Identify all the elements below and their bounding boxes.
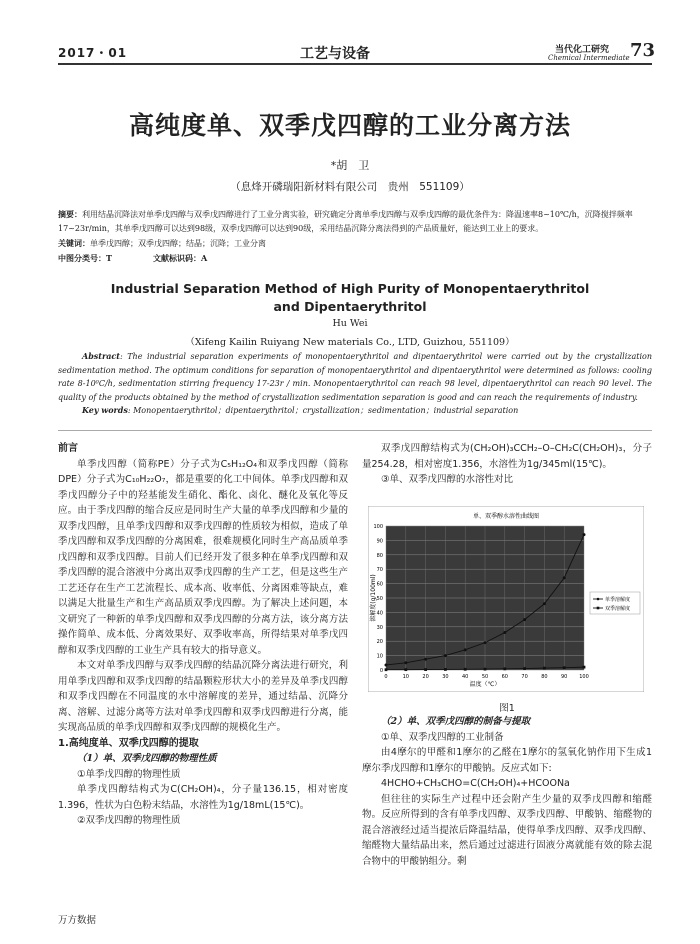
doc-value: A xyxy=(201,253,208,263)
figure-caption: 图1 xyxy=(499,703,515,714)
y-tick-label: 60 xyxy=(376,581,383,588)
item-2: ②双季戊四醇的物理性质 xyxy=(77,815,181,826)
x-tick-label: 10 xyxy=(402,674,409,680)
data-point xyxy=(503,631,506,634)
data-point xyxy=(444,668,447,671)
journal-name: 当代化工研究 xyxy=(555,45,610,55)
english-title-line1: Industrial Separation Method of High Purity of Monopentaerythritol xyxy=(110,281,590,296)
english-title xyxy=(0,280,700,316)
chart-legend xyxy=(590,592,640,614)
data-point xyxy=(464,648,467,651)
abstract-text: 利用结晶沉降法对单季戊四醇与双季戊四醇进行了工业分离实验，研究确定分离单季戊四醇与双季戊四醇的最优条件为：降温速率8~10℃/h，沉降搅拌频率17~23r/min，其单季戊四醇可以达到98级，双季戊四醇可以达到90级，采用结晶沉降分离法得到的产品质量好，能达到工业上的要求。 xyxy=(58,210,633,233)
english-affiliation: （Xifeng Kailin Ruiyang New materials Co., LTD, Guizhou, 551109） xyxy=(185,337,515,348)
item-1: ①单季戊四醇的物理性质 xyxy=(77,768,181,780)
section-1-1-heading: （1）单、双季戊四醇的物理性质 xyxy=(77,753,217,764)
doc-label: 文献标识码： xyxy=(153,253,202,263)
chart-title: 单、双季醇水溶性曲线图 xyxy=(472,513,540,520)
data-point xyxy=(385,668,388,671)
data-point xyxy=(543,602,546,605)
paragraph-byproducts: 但往往的实际生产过程中还会附产生少量的双季戊四醇和缩醛物。反应所得到的含有单季戊四醇、双季戊四醇、甲酸钠、缩醛物的混合溶液经过适当提浓后降温结晶，使得单季戊四醇、双季戊四醇、缩醛物大量结晶出来，然后通过过滤进行固液分离就能有效的除去混合物中的甲酸钠组分。剩 xyxy=(362,793,652,867)
y-axis-label: 溶解度(g/100ml) xyxy=(370,574,377,622)
x-tick-label: 50 xyxy=(481,674,489,680)
y-tick-label: 80 xyxy=(376,552,383,559)
affiliation: （息烽开磷瑞阳新材料有限公司 贵州 551109） xyxy=(230,181,470,193)
legend-marker xyxy=(597,598,600,601)
data-point xyxy=(404,661,407,664)
data-point xyxy=(503,667,506,670)
english-abstract-label: Abstract xyxy=(82,351,120,361)
item-3: ③单、双季戊四醇的水溶性对比 xyxy=(381,474,514,485)
y-tick-label: 90 xyxy=(376,538,383,545)
y-tick-label: 70 xyxy=(376,567,383,574)
solubility-chart xyxy=(368,506,644,692)
y-tick-label: 50 xyxy=(376,596,383,602)
intro-heading: 前言 xyxy=(58,443,78,454)
x-tick-label: 100 xyxy=(579,674,589,680)
legend-label: 单季溶解度 xyxy=(605,597,631,603)
english-abstract-text: The industrial separation experiments of monopentaerythritol and dipentaerythritol were carried out by the crystallization sedimentation method. The optimum conditions for separation of monopentaerythritol and dipentaerythritol were determined as follows: cooling rate 8-10⁰C/h, sedimentation stirring frequency 17-23r / min. Monopentaerythritol can reach 98 level, dipentaerythritol can reach 90 level. The quality of the products obtained by the method of crystallization sedimentation separation is good and can reach the requirements of industry. xyxy=(58,352,652,402)
data-point xyxy=(583,533,586,536)
x-tick-label: 70 xyxy=(521,674,528,680)
x-tick-label: 80 xyxy=(541,674,548,680)
data-point xyxy=(424,668,427,671)
section-1-heading: 1.高纯度单、双季戊四醇的提取 xyxy=(58,737,199,749)
english-keywords-label: Key words xyxy=(82,405,128,415)
class-label: 中图分类号： xyxy=(58,253,106,263)
english-author: Hu Wei xyxy=(332,318,368,329)
data-point xyxy=(464,668,467,671)
data-point xyxy=(444,654,447,657)
x-tick-label: 0 xyxy=(384,674,388,680)
page-number: 73 xyxy=(630,40,656,61)
y-tick-label: 10 xyxy=(376,653,383,660)
data-point xyxy=(583,666,586,669)
data-point xyxy=(543,667,546,670)
x-tick-label: 60 xyxy=(501,674,508,680)
footer-source: 万方数据 xyxy=(58,915,97,926)
english-keywords: Monopentaerythritol；dipentaerythritol；crystallization；sedimentation；industrial separation xyxy=(133,406,519,415)
english-title-line2: and Dipentaerythritol xyxy=(273,299,427,314)
paragraph-pe-properties: 单季戊四醇结构式为C(CH₂OH)₄，分子量136.15，相对密度1.396，性状为白色粉末结晶，水溶性为1g/18mL(15℃)。 xyxy=(58,784,348,811)
section-divider xyxy=(58,430,652,431)
right-column-top xyxy=(362,441,652,488)
issue-number: 2017・01 xyxy=(58,46,128,60)
x-tick-label: 40 xyxy=(462,674,469,680)
left-column xyxy=(58,441,348,829)
x-tick-label: 90 xyxy=(561,674,568,680)
legend-label: 双季溶解度 xyxy=(605,606,631,612)
data-point xyxy=(385,663,388,666)
intro-paragraph-1: 单季戊四醇（简称PE）分子式为C₅H₁₂O₄和双季戊四醇（简称DPE）分子式为C₁₀H₂₂O₇，都是重要的化工中间体。单季戊四醇和双季戊四醇分子中的羟基能发生硝化、酯化、卤化、醚化及氧化等反应。由于季戊四醇的缩合反应是同时生产大量的单季戊四醇和少量的双季戊四醇，且单季戊四醇和双季戊四醇的性质较为相似，造成了单季戊四醇和双季戊四醇的分离困难，很难规模化同时生产高品质单季戊四醇和双季戊四醇。目前人们已经开发了很多种在单季戊四醇和双季戊四醇的混合溶液中分离出双季戊四醇的生产工艺，但是这些生产工艺还存在生产工艺流程长、成本高、收率低、分离困难等缺点，难以满足大批量生产和生产高品质双季戊四醇。为了解决上述问题，本文研究了一种新的单季戊四醇和双季戊四醇的分离方法，该分离方法操作简单、成本低、分离效果好、双季收率高，所得结果对单季戊四醇和双季戊四醇的工业生产具有较大的指导意义。 xyxy=(58,458,348,656)
paragraph-dpe-properties: 双季戊四醇结构式为(CH₂OH)₃CCH₂–O–CH₂C(CH₂OH)₃，分子量254.28，相对密度1.356，水溶性为1g/345ml(15℃)。 xyxy=(362,443,652,470)
data-point xyxy=(563,576,566,579)
y-tick-label: 20 xyxy=(376,639,383,646)
data-point xyxy=(404,668,407,671)
paper-title: 高纯度单、双季戊四醇的工业分离方法 xyxy=(128,111,571,140)
keywords-label: 关键词： xyxy=(58,238,90,248)
right-column-bottom xyxy=(362,714,652,869)
class-value: T xyxy=(106,253,112,263)
data-point xyxy=(523,618,526,621)
author: *胡 卫 xyxy=(330,159,370,172)
abstract-cn xyxy=(58,207,652,266)
abstract-label: 摘要： xyxy=(58,209,82,219)
y-tick-label: 100 xyxy=(373,524,383,530)
item-4: ①单、双季戊四醇的工业制备 xyxy=(381,731,504,743)
keywords: 单季戊四醇；双季戊四醇；结晶；沉降；工业分离 xyxy=(90,239,266,248)
header-rule xyxy=(58,63,652,65)
section-title: 工艺与设备 xyxy=(300,46,370,62)
english-abstract: Abstract: The industrial separation experiments of monopentaerythritol and dipentaerythritol were carried out by the crystallization sedimentation method. The optimum conditions for separation of monopentaerythritol and dipentaerythritol were determined as follows: cooling rate 8-10⁰C/h, sedimentation stirring frequency 17-23r / min. Monopentaerythritol can reach 98 level, dipentaerythritol can reach 90 level. The quality of the products obtained by the method of crystallization sedimentation separation is good and can reach the requirements of industry. Key words: Monopentaerythritol；dipentaerythritol；crystallization；sedimentation；industrial separation xyxy=(58,351,652,415)
data-point xyxy=(484,641,487,644)
paragraph-preparation: 由4摩尔的甲醛和1摩尔的乙醛在1摩尔的氢氧化钠作用下生成1摩尔季戊四醇和1摩尔的甲酸钠。反应式如下: xyxy=(362,747,652,774)
section-1-2-heading: （2）单、双季戊四醇的制备与提取 xyxy=(381,716,531,727)
data-point xyxy=(424,658,427,661)
y-tick-label: 0 xyxy=(379,668,383,674)
intro-paragraph-2: 本文对单季戊四醇与双季戊四醇的结晶沉降分离法进行研究，利用单季戊四醇和双季戊四醇的结晶颗粒形状大小的差异及单季戊四醇和双季戊四醇在不同温度的水中溶解度的差异，通过结晶、沉降分离、溶解、过滤分离等方法对单季戊四醇和双季戊四醇进行分离，能实现高品质的单季戊四醇和双季戊四醇的规模化生产。 xyxy=(58,660,348,733)
data-point xyxy=(484,668,487,671)
x-tick-label: 20 xyxy=(422,674,429,680)
data-point xyxy=(523,667,526,670)
data-point xyxy=(563,666,566,669)
y-tick-label: 30 xyxy=(376,624,383,631)
y-tick-label: 40 xyxy=(376,610,383,617)
journal-name-en: Chemical Intermediate xyxy=(548,54,630,62)
x-tick-label: 30 xyxy=(442,674,449,680)
x-axis-label: 温度（℃） xyxy=(469,681,501,688)
reaction-equation: 4HCHO+CH₃CHO=C(CH₂OH)₄+HCOONa xyxy=(381,778,570,789)
legend-marker xyxy=(597,607,600,610)
